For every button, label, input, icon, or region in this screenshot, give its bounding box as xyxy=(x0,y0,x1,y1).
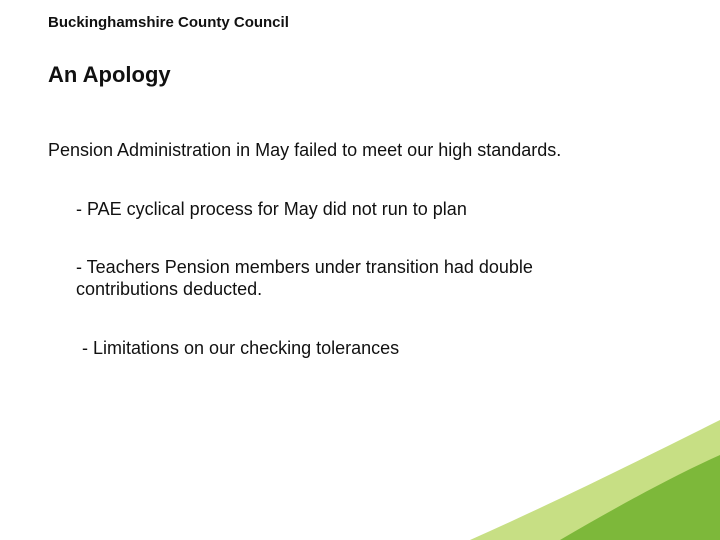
swoosh-dark xyxy=(560,455,720,540)
organization-name: Buckinghamshire County Council xyxy=(48,14,289,31)
intro-text: Pension Administration in May failed to meet our high standards. xyxy=(48,140,562,160)
bullet-item-2: - Teachers Pension members under transition had double contributions deducted. xyxy=(76,257,533,299)
swoosh-light xyxy=(470,420,720,540)
slide-title: An Apology xyxy=(48,62,171,87)
bullet-item-3: - Limitations on our checking tolerances xyxy=(82,338,400,358)
bullet-item-1: - PAE cyclical process for May did not run to plan xyxy=(76,199,467,219)
